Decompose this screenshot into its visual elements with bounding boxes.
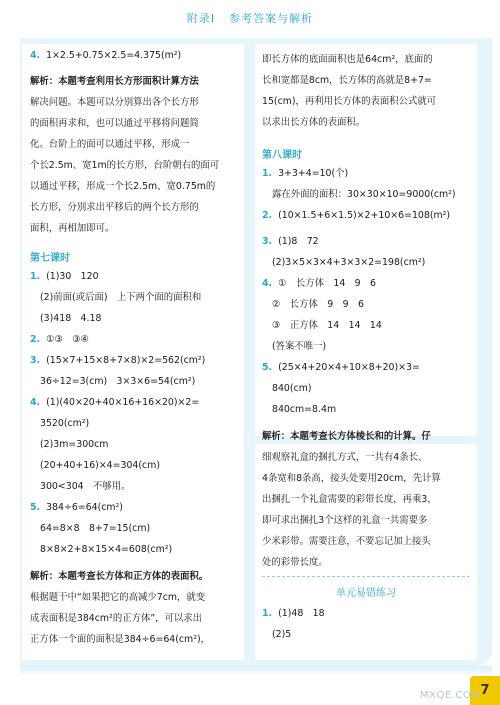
answer-text: 384÷6=64(cm²) xyxy=(46,502,123,513)
answer-text: (1)8 72 xyxy=(278,236,319,247)
section-title-lesson-7: 第七课时 xyxy=(30,253,70,264)
analysis-line: 即可求出捆扎3个这样的礼盒一共需要多 xyxy=(262,515,428,526)
answer-line xyxy=(30,271,99,283)
answer-text: (25×4+20×4+10×8+20)×3= xyxy=(278,362,420,373)
analysis-line: 解析：本题考查长方体和正方体的表面积。 xyxy=(30,571,209,582)
answer-line: (2)前面(或后面) 上下两个面的面积和 xyxy=(40,292,202,303)
analysis-line: 个长2.5m、宽1m的长方形，台阶朝右的面可 xyxy=(30,160,220,171)
analysis-line: 4条宽和8条高，接头处要用20cm，先计算 xyxy=(262,473,441,484)
section-title-unit-errors: 单元易错练习 xyxy=(336,588,396,599)
answer-text: (1)(40×20+40×16+16×20)×2= xyxy=(46,397,200,408)
answer-line: 3520(cm²) xyxy=(40,418,90,429)
header-title xyxy=(187,10,313,26)
analysis-line: 的面积再求和，也可以通过平移将问题简 xyxy=(30,118,199,129)
page-header xyxy=(0,0,500,36)
answer-number: 2. xyxy=(262,210,273,221)
answer-line xyxy=(262,236,319,248)
answer-line: (3)418 4.18 xyxy=(40,313,102,324)
answer-text: 1×2.5+0.75×2.5=4.375(m²) xyxy=(46,50,182,61)
analysis-line: 15(cm)，再利用长方体的表面积公式就可 xyxy=(262,96,437,107)
analysis-line: 根据题干中“如果把它的高减少7cm，就变 xyxy=(30,592,206,603)
analysis-line: 出捆扎一个礼盒需要的彩带长度，再乘3， xyxy=(262,494,437,505)
answer-line: 840cm=8.4m xyxy=(272,404,337,415)
answer-line: 840(cm) xyxy=(272,383,312,394)
answer-line xyxy=(262,278,376,290)
answer-number: 2. xyxy=(30,334,41,345)
answer-line: (20+40+16)×4=304(cm) xyxy=(40,460,160,471)
answer-text: (15×7+15×8+7×8)×2=562(cm²) xyxy=(46,355,206,366)
analysis-line: 以通过平移，形成一个长2.5m、宽0.75m的 xyxy=(30,181,216,192)
answer-line: ③ 正方体 14 14 14 xyxy=(272,320,382,331)
analysis-line: 处的彩带长度。 xyxy=(262,557,328,568)
answer-4-line xyxy=(30,50,181,62)
answer-number: 3. xyxy=(30,355,41,366)
answer-line: (2)3×5×3×4+3×3×2=198(cm²) xyxy=(272,257,426,268)
answer-number: 3. xyxy=(262,236,273,247)
answer-line: 300<304 不够用。 xyxy=(40,481,131,492)
analysis-line: 解析：本题考查长方体棱长和的计算。仔 xyxy=(262,431,431,442)
answer-line xyxy=(262,362,420,374)
analysis-line: 解析：本题考查利用长方形面积计算方法 xyxy=(30,76,199,87)
analysis-line: 正方体一个面的面积是384÷6=64(cm²)， xyxy=(30,634,210,645)
answer-number: 1. xyxy=(262,168,273,179)
analysis-line: 少米彩带。需要注意，不要忘记加上接头 xyxy=(262,536,431,547)
answer-line xyxy=(262,168,348,180)
answer-text: ①③ ③④ xyxy=(46,334,90,345)
answer-line: 露在外面的面积：30×30×10=9000(cm²) xyxy=(272,189,456,200)
analysis-line: 以求出长方体的表面积。 xyxy=(262,117,366,128)
answer-number: 4. xyxy=(262,278,273,289)
header-appendix: 附录Ⅰ xyxy=(186,12,216,25)
answer-line: 36÷12=3(cm) 3×3×6=54(cm²) xyxy=(40,376,196,387)
answer-number: 1. xyxy=(30,271,41,282)
answer-line: (2)5 xyxy=(272,629,292,640)
page-number: 7 xyxy=(480,683,490,698)
answer-line xyxy=(262,210,450,222)
answer-line: 8×8×2+8×15×4=608(cm²) xyxy=(40,544,173,555)
answer-line xyxy=(262,608,325,620)
answer-text: 3+3+4=10(个) xyxy=(278,168,349,179)
analysis-line: 长和宽都是8cm，长方体的高就是8+7= xyxy=(262,75,432,86)
left-column xyxy=(22,44,244,660)
answer-text: (1)30 120 xyxy=(46,271,99,282)
answer-number: 4. xyxy=(30,50,41,61)
header-subtitle: 参考答案与解析 xyxy=(229,12,314,25)
answer-line xyxy=(30,397,199,409)
answer-number: 4. xyxy=(30,397,41,408)
answer-number: 5. xyxy=(30,502,41,513)
watermark: MXQE.COM xyxy=(420,690,481,701)
answer-number: 5. xyxy=(262,362,273,373)
footer-band xyxy=(20,666,492,676)
analysis-line: 即长方体的底面面积也是64cm²，底面的 xyxy=(262,54,433,65)
answer-line xyxy=(30,334,89,346)
answer-line: (2)3m=300cm xyxy=(40,439,109,450)
answer-text: (10×1.5+6×1.5)×2+10×6=108(m²) xyxy=(278,210,451,221)
answer-text: (1)48 18 xyxy=(278,608,325,619)
analysis-line: 化。台阶上的面可以通过平移，形成一 xyxy=(30,139,190,150)
analysis-line: 面积，再相加即可。 xyxy=(30,223,115,234)
answer-text: ① 长方体 14 9 6 xyxy=(278,278,376,289)
section-divider xyxy=(262,576,470,578)
answer-number: 1. xyxy=(262,608,273,619)
answer-line: (答案不唯一) xyxy=(272,341,327,352)
analysis-line: 长方形，分别求出平移后的两个长方形的 xyxy=(30,202,199,213)
analysis-line: 成表面积是384cm²的正方体”，可以求出 xyxy=(30,613,203,624)
analysis-line: 解决问题。本题可以分别算出各个长方形 xyxy=(30,97,199,108)
answer-line xyxy=(30,502,123,514)
analysis-line: 细观察礼盒的捆扎方式，一共有4条长、 xyxy=(262,452,428,463)
answer-line xyxy=(30,355,205,367)
answer-line: 64=8×8 8+7=15(cm) xyxy=(40,523,151,534)
section-title-lesson-8: 第八课时 xyxy=(262,150,302,161)
answer-line: ② 长方体 9 9 6 xyxy=(272,299,364,310)
